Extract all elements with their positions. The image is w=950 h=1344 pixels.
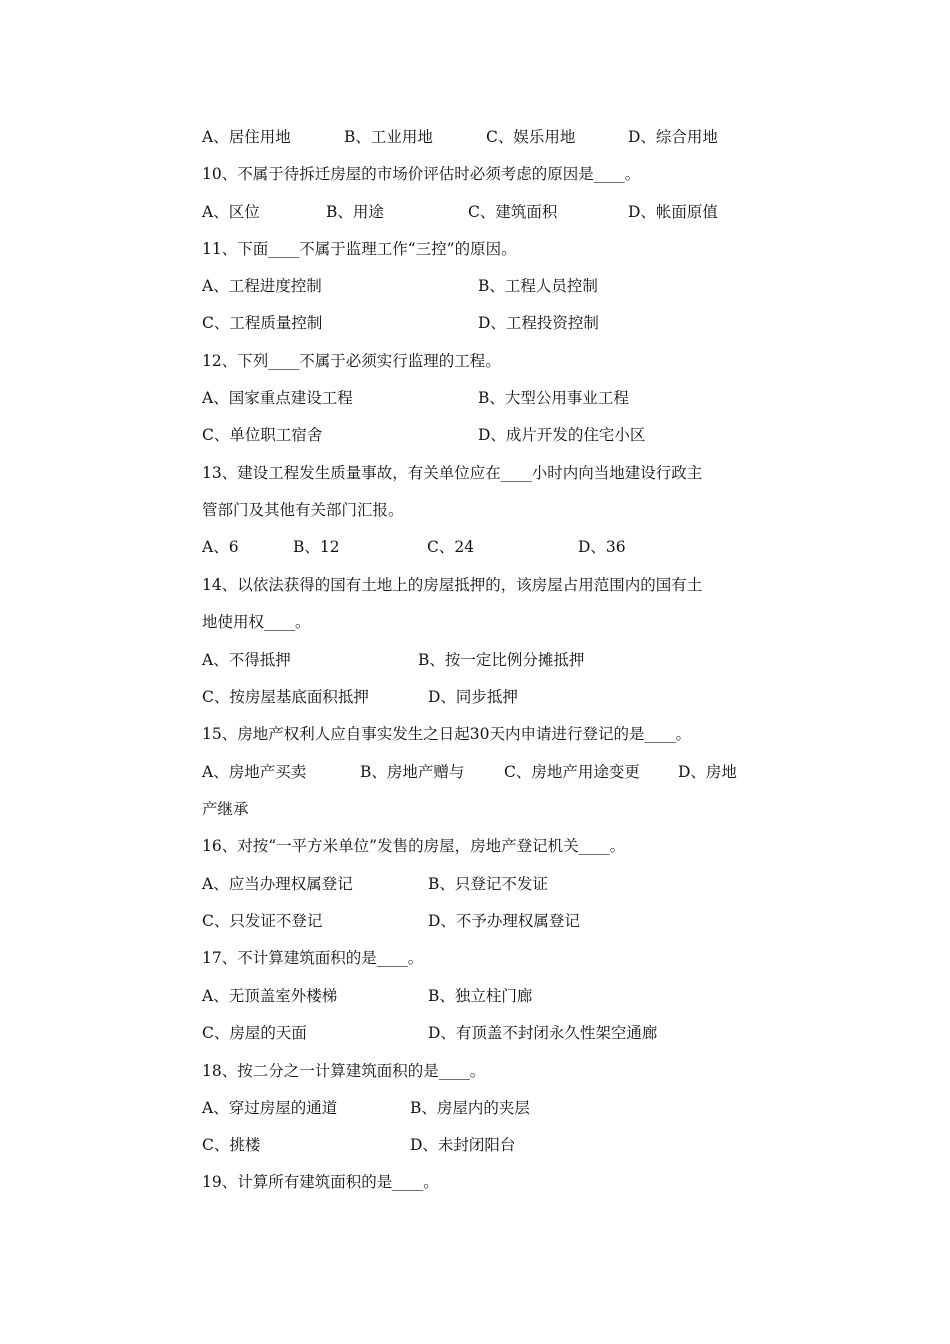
q19-stem: 19、计算所有建筑面积的是____。 — [202, 1173, 439, 1191]
q14-stem-line-1: 14、以依法获得的国有土地上的房屋抵押的，该房屋占用范围内的国有土 — [202, 576, 703, 594]
q18-options-row-1 — [202, 1093, 762, 1123]
q18-option-b: B、房屋内的夹层 — [410, 1099, 530, 1117]
q18-option-a: A、穿过房屋的通道 — [202, 1099, 338, 1117]
q18-stem: 18、按二分之一计算建筑面积的是____。 — [202, 1062, 486, 1080]
q17-options-row-2 — [202, 1018, 762, 1048]
q14-option-d: D、同步抵押 — [428, 688, 518, 706]
q13-option-a: A、6 — [202, 538, 239, 556]
q16-options-row-1 — [202, 869, 762, 899]
q11-option-d: D、工程投资控制 — [478, 314, 599, 332]
q9-option-c: C、娱乐用地 — [486, 128, 576, 146]
q9-option-a: A、居住用地 — [202, 128, 291, 146]
q10-option-c: C、建筑面积 — [468, 203, 558, 221]
q16-options-row-2 — [202, 906, 762, 936]
q16-option-b: B、只登记不发证 — [428, 875, 548, 893]
q15-option-c: C、房地产用途变更 — [504, 763, 640, 781]
q12-options-row-2 — [202, 420, 762, 450]
q17-option-a: A、无顶盖室外楼梯 — [202, 987, 338, 1005]
q14-option-c: C、按房屋基底面积抵押 — [202, 688, 369, 706]
q10-stem: 10、不属于待拆迁房屋的市场价评估时必须考虑的原因是____。 — [202, 165, 641, 183]
q15-stem: 15、房地产权利人应自事实发生之日起30天内申请进行登记的是____。 — [202, 725, 691, 743]
q17-option-b: B、独立柱门廊 — [428, 987, 533, 1005]
q11-options-row-2 — [202, 308, 762, 338]
q17-stem: 17、不计算建筑面积的是____。 — [202, 949, 424, 967]
q10-option-b: B、用途 — [326, 203, 384, 221]
q14-option-b: B、按一定比例分摊抵押 — [418, 651, 585, 669]
q15-option-a: A、房地产买卖 — [202, 763, 307, 781]
q18-option-d: D、未封闭阳台 — [410, 1136, 516, 1154]
q16-stem: 16、对按“一平方米单位”发售的房屋，房地产登记机关____。 — [202, 837, 626, 855]
q16-option-c: C、只发证不登记 — [202, 912, 323, 930]
q13-stem-line-2: 管部门及其他有关部门汇报。 — [202, 501, 404, 519]
q14-options-row-2 — [202, 682, 762, 712]
q12-option-c: C、单位职工宿舍 — [202, 426, 323, 444]
q9-option-d: D、综合用地 — [628, 128, 718, 146]
q14-option-a: A、不得抵押 — [202, 651, 291, 669]
q15-option-d-continued: 产继承 — [202, 800, 249, 818]
q14-stem-line-2: 地使用权____。 — [202, 613, 311, 631]
q15-option-d: D、房地 — [678, 763, 737, 781]
q10-options-row — [202, 197, 762, 227]
q17-option-d: D、有顶盖不封闭永久性架空通廊 — [428, 1024, 658, 1042]
q9-options-row — [202, 122, 762, 152]
q17-option-c: C、房屋的天面 — [202, 1024, 307, 1042]
q14-options-row-1 — [202, 645, 762, 675]
q16-option-a: A、应当办理权属登记 — [202, 875, 353, 893]
q11-option-c: C、工程质量控制 — [202, 314, 323, 332]
q15-option-b: B、房地产赠与 — [360, 763, 465, 781]
q11-option-b: B、工程人员控制 — [478, 277, 598, 295]
q11-stem: 11、下面____不属于监理工作“三控”的原因。 — [202, 240, 517, 258]
q18-options-row-2 — [202, 1130, 762, 1160]
q16-option-d: D、不予办理权属登记 — [428, 912, 580, 930]
q13-option-b: B、12 — [293, 538, 340, 556]
q11-options-row-1 — [202, 271, 762, 301]
q12-option-d: D、成片开发的住宅小区 — [478, 426, 646, 444]
q15-options-row — [202, 757, 762, 787]
q18-option-c: C、挑楼 — [202, 1136, 261, 1154]
q12-option-b: B、大型公用事业工程 — [478, 389, 629, 407]
q13-options-row — [202, 532, 762, 562]
q9-option-b: B、工业用地 — [344, 128, 433, 146]
q11-option-a: A、工程进度控制 — [202, 277, 322, 295]
q13-stem-line-1: 13、建设工程发生质量事故，有关单位应在____小时内向当地建设行政主 — [202, 464, 703, 482]
q12-option-a: A、国家重点建设工程 — [202, 389, 353, 407]
q13-option-d: D、36 — [578, 538, 626, 556]
q12-stem: 12、下列____不属于必须实行监理的工程。 — [202, 352, 501, 370]
q12-options-row-1 — [202, 383, 762, 413]
q10-option-d: D、帐面原值 — [628, 203, 718, 221]
q13-option-c: C、24 — [427, 538, 475, 556]
q17-options-row-1 — [202, 981, 762, 1011]
q10-option-a: A、区位 — [202, 203, 260, 221]
